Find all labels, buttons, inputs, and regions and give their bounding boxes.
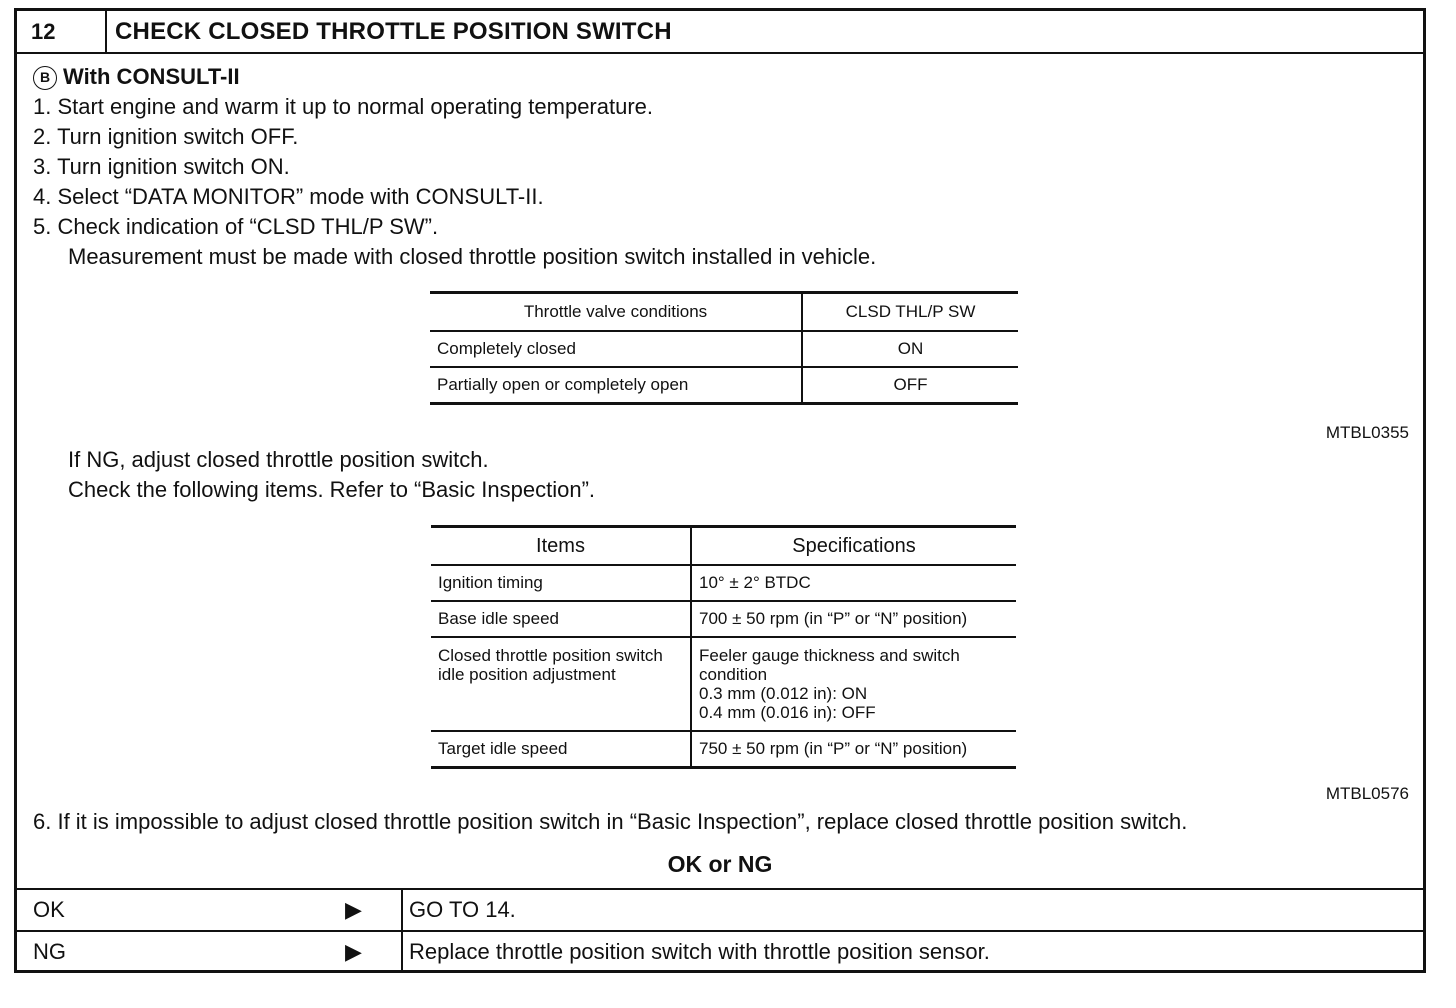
table-row [430,367,1018,404]
ok-or-ng-heading: OK or NG [667,851,773,877]
specifications-table [431,525,1016,769]
table-cell: Closed throttle position switch idle position adjustment [438,646,663,684]
check-note: Check the following items. Refer to “Basic Inspection”. [68,477,596,502]
table-cell: Target idle speed [438,739,568,758]
table-cell: Completely closed [437,339,576,358]
table-cell: 750 ± 50 rpm (in “P” or “N” position) [691,731,1016,768]
procedure-step: 5. Check indication of “CLSD THL/P SW”. [33,214,439,239]
step-number: 12 [17,11,107,52]
table-row [430,331,1018,367]
table-code: MTBL0355 [1325,423,1409,442]
result-label: OK [33,897,65,922]
table-code: MTBL0576 [1325,784,1409,803]
table-header-cell: Specifications [691,527,1016,566]
throttle-switch-table [430,291,1018,405]
table-cell: 10° ± 2° BTDC [691,565,1016,601]
procedure-step: 6. If it is impossible to adjust closed throttle position switch in “Basic Inspection”, replace closed throttle position switch. [33,809,1188,834]
table-header-cell: Items [536,534,585,557]
consult-heading [33,63,240,91]
table-row [431,731,1016,768]
result-label: NG [33,939,66,964]
arrow-right-icon: ▶ [345,897,362,922]
table-cell: ON [802,331,1018,367]
result-action: Replace throttle position switch with throttle position sensor. [409,939,990,964]
consult-icon: B [33,66,57,90]
table-row [431,601,1016,637]
consult-label: With CONSULT-II [63,64,240,89]
table-cell: Partially open or completely open [437,375,689,394]
result-row-ng [17,930,1423,970]
table-header-cell: Throttle valve conditions [523,302,708,321]
procedure-step: 2. Turn ignition switch OFF. [33,124,299,149]
table-row [431,637,1016,731]
step-title: CHECK CLOSED THROTTLE POSITION SWITCH [115,18,672,45]
table-header-row [431,527,1016,566]
inspection-step-frame [14,8,1426,973]
result-divider [401,890,403,930]
table-header-row [430,293,1018,332]
ng-note: If NG, adjust closed throttle position switch. [68,447,489,472]
procedure-step: 1. Start engine and warm it up to normal operating temperature. [33,94,654,119]
table-row [431,565,1016,601]
result-action: GO TO 14. [409,897,516,922]
result-divider [401,932,403,970]
table-cell: OFF [802,367,1018,404]
procedure-step: 4. Select “DATA MONITOR” mode with CONSULT-II. [33,184,544,209]
table-cell: 700 ± 50 rpm (in “P” or “N” position) [691,601,1016,637]
procedure-step: 3. Turn ignition switch ON. [33,154,290,179]
measurement-note: Measurement must be made with closed throttle position switch installed in vehicle. [68,244,877,269]
table-header-cell: CLSD THL/P SW [802,293,1018,332]
table-cell: Feeler gauge thickness and switch condition 0.3 mm (0.012 in): ON 0.4 mm (0.016 in): OFF [691,637,1016,731]
arrow-right-icon: ▶ [345,939,362,964]
table-cell: Base idle speed [438,609,559,628]
step-header [17,11,1423,54]
result-row-ok [17,888,1423,930]
table-cell: Ignition timing [438,573,543,592]
